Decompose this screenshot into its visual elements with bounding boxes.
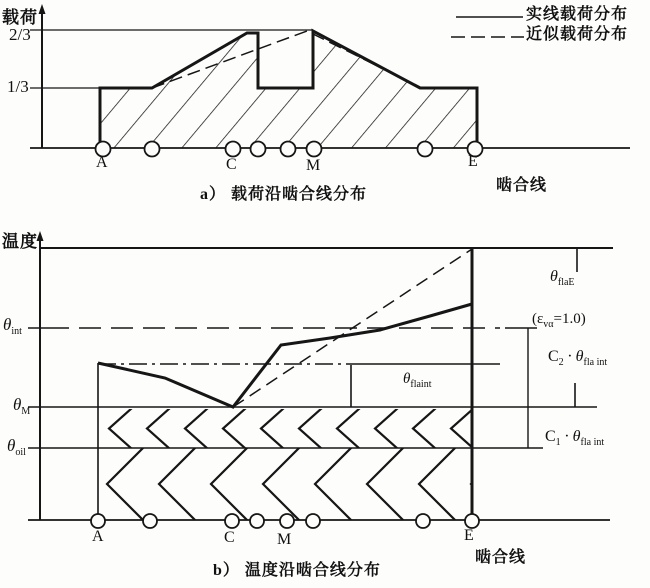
c2-theta-sub: fla int: [583, 357, 608, 368]
theta-int-label: [3, 316, 22, 338]
theta-flaint-sub: flaint: [410, 379, 432, 390]
theta-flaint-label: [403, 372, 431, 391]
c1-theta-sub: fla int: [580, 437, 605, 448]
c2-base: C: [548, 348, 559, 365]
epsilon-open: (ε: [532, 311, 544, 327]
theta-flaint-base: θ: [403, 371, 411, 387]
theta-oil-label: [7, 437, 26, 459]
theta-M-label: [13, 396, 30, 418]
c1-sub: 1: [555, 437, 561, 448]
theta-M-sub: M: [21, 406, 31, 417]
theta-flaE-label: [550, 269, 575, 289]
chart-a-x-axis-label: 啮合线: [496, 177, 548, 194]
chart-a-y-axis-label: 载荷: [2, 8, 38, 27]
theta-M-base: θ: [13, 395, 22, 414]
chart-b-upper-hatch-band: [98, 409, 472, 448]
chart-b-point-C: C: [224, 529, 235, 546]
c2-sub: 2: [558, 357, 564, 368]
chart-b-temperature-distribution: [28, 231, 613, 528]
theta-flaE-sub: flaE: [557, 277, 575, 288]
chart-a-point-E: E: [468, 153, 478, 170]
chart-b-x-axis-label: 啮合线: [475, 549, 527, 566]
chart-a-tick-two-thirds: 2/3: [9, 25, 31, 44]
chart-a-caption: a） 载荷沿啮合线分布: [200, 186, 368, 203]
c2-theta-label: [548, 349, 607, 369]
chart-b-lower-hatch-band: [98, 448, 472, 520]
chart-b-point-A: A: [92, 528, 104, 545]
c1-base: C: [545, 428, 556, 445]
chart-b-point-M: M: [277, 531, 292, 548]
c1-dot-theta: · θ: [560, 428, 581, 445]
theta-int-base: θ: [3, 315, 12, 334]
epsilon-close: =1.0): [553, 311, 586, 327]
legend-dashed-label: 近似载荷分布: [526, 26, 629, 43]
chart-b-axis-circles: [91, 514, 479, 528]
epsilon-annotation: [532, 312, 586, 331]
epsilon-sub: vα: [543, 319, 554, 330]
chart-a-tick-one-third: 1/3: [7, 77, 29, 96]
theta-oil-base: θ: [7, 436, 16, 455]
chart-a-axis-circles: [96, 142, 483, 157]
chart-b-point-E: E: [464, 527, 474, 544]
theta-oil-sub: oil: [15, 447, 26, 458]
theta-flaE-base: θ: [550, 268, 558, 285]
chart-a-point-A: A: [96, 154, 108, 171]
theta-int-sub: int: [11, 326, 22, 337]
chart-b-caption: b） 温度沿啮合线分布: [213, 562, 381, 579]
chart-a-point-M: M: [306, 157, 321, 174]
c2-dot-theta: · θ: [563, 348, 584, 365]
chart-a-point-C: C: [226, 156, 237, 173]
chart-b-y-axis-label: 温度: [2, 232, 38, 251]
legend-solid-label: 实线载荷分布: [526, 6, 629, 23]
c1-theta-label: [545, 429, 604, 449]
chart-a-y-axis-arrow: [39, 4, 46, 14]
chart-b-solid-temp-curve: [98, 304, 472, 407]
